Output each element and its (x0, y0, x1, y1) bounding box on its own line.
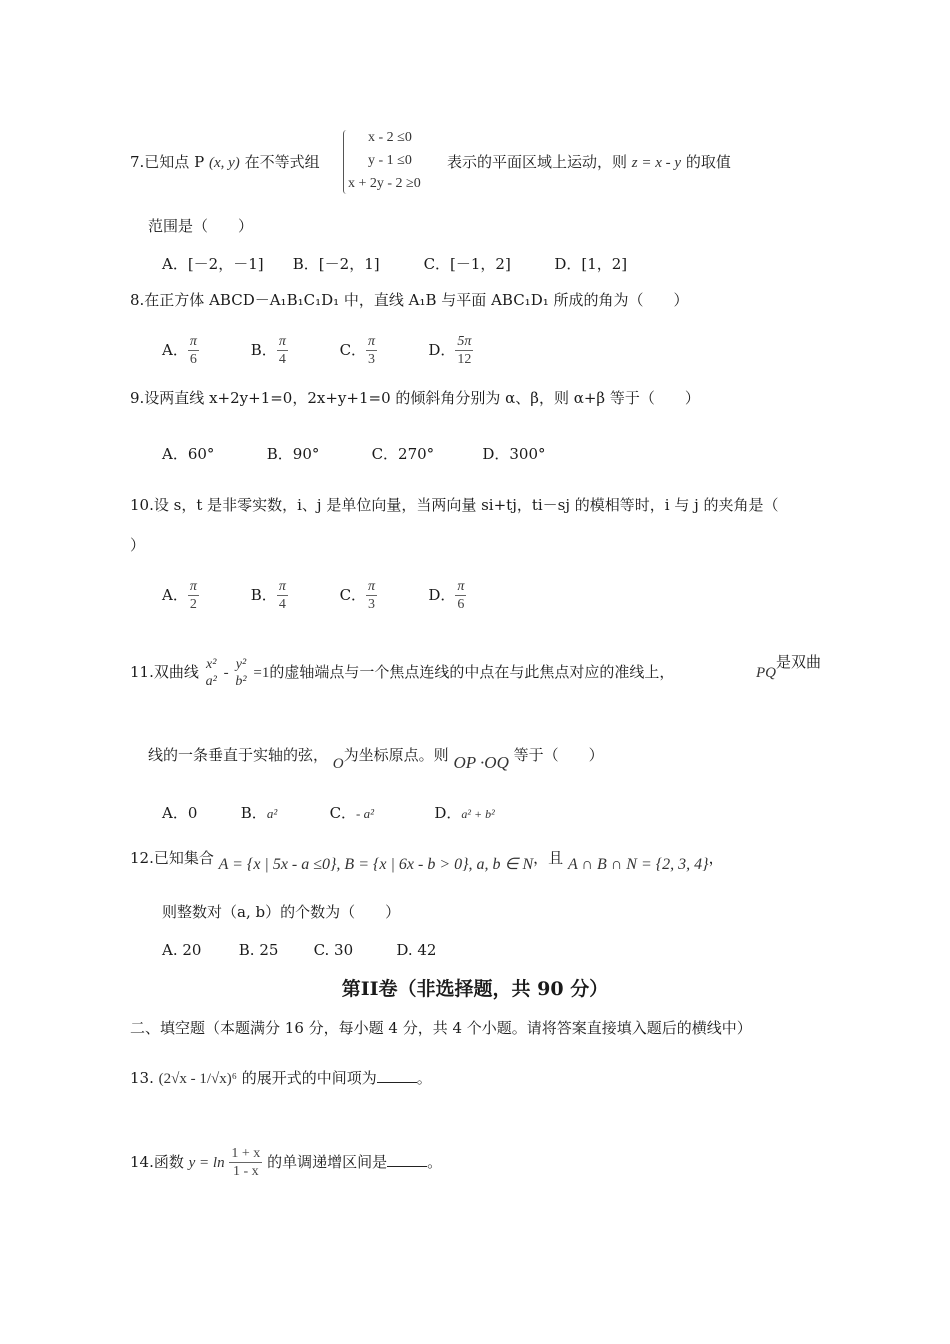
q11-fraction-y (233, 657, 248, 690)
q13-prefix: 13. (130, 1069, 154, 1087)
q11-option-d (434, 803, 494, 824)
q7-system-line1: x - 2 ≤0 (368, 130, 412, 145)
q11-option-d-label: D． (434, 804, 462, 822)
q7-point: (x, y) (208, 155, 240, 171)
q11-option-c-math: - a² (356, 806, 375, 821)
q7-system-line3: x + 2y - 2 ≥0 (348, 176, 421, 191)
q7-option-b: B．[－2，1] (292, 255, 380, 273)
q8-option-b-den: 4 (277, 350, 288, 368)
q11-prefix: 11.双曲线 (130, 663, 199, 681)
q7-mid: 在不等式组 (244, 153, 320, 171)
q8-option-c-den: 3 (366, 350, 377, 368)
q8-option-b-num: π (278, 334, 286, 349)
section-subtitle: 二、填空题（本题满分 16 分，每小题 4 分，共 4 个小题。请将答案直接填入题后的横线中） (130, 1019, 752, 1037)
q10-text: 10.设 s，t 是非零实数，i、j 是单位向量，当两向量 si+tj，ti－sj 的模相等时，i 与 j 的夹角是（ (130, 496, 779, 514)
q11-option-d-math: a² + b² (461, 807, 495, 821)
q8-text: 8.在正方体 ABCD－A₁B₁C₁D₁ 中，直线 A₁B 与平面 ABC₁D₁ 所成的角为（ ） (130, 291, 689, 309)
q11-after: 的虚轴端点与一个焦点连线的中点在与此焦点对应的准线上， (269, 663, 675, 681)
q7-after: 表示的平面区域上运动，则 (447, 153, 628, 171)
q10-option-d-label: D． (428, 586, 456, 604)
q8-option-d (428, 330, 473, 370)
q11-option-a: A．0 (162, 804, 198, 822)
q12-option-a: A. 20 (162, 941, 202, 959)
q14-end: 。 (427, 1153, 443, 1171)
q10-option-b-den: 4 (277, 595, 288, 613)
q11-minus: - (223, 665, 229, 681)
q11-origin: O (332, 756, 344, 772)
q8-option-c-num: π (368, 334, 376, 349)
q11-tail: 是双曲 (776, 653, 822, 671)
q9-options (162, 444, 546, 464)
q14-fraction-num: 1 + x (231, 1146, 261, 1161)
q14-fraction (229, 1146, 262, 1180)
q13-expression: (2√x - 1/√x)⁶ (158, 1071, 237, 1087)
q13-tail: 的展开式的中间项为 (241, 1069, 377, 1087)
q8-options (162, 330, 473, 370)
q12-options (162, 940, 436, 960)
q10-option-c (340, 575, 424, 615)
q9-option-b: B．90° (266, 445, 320, 463)
q8-option-b (251, 330, 335, 370)
q11-option-b-label: B． (240, 804, 267, 822)
q10-options (162, 575, 466, 615)
q11-line2 (148, 745, 604, 772)
q7-line1-tail (447, 152, 731, 173)
q10-option-a (162, 575, 246, 615)
q12-intersection: A ∩ B ∩ N = {2, 3, 4} (567, 856, 709, 873)
q8-option-c (340, 330, 424, 370)
q8-option-a-num: π (189, 334, 197, 349)
q8-option-a-fraction (188, 334, 199, 368)
q12-option-d: D. 42 (396, 941, 437, 959)
q14-prefix: 14.函数 (130, 1153, 184, 1171)
q8-option-d-fraction (455, 334, 473, 368)
q12-end: ， (708, 849, 724, 867)
q10-option-d-num: π (457, 579, 465, 594)
q8-option-a-den: 6 (188, 350, 199, 368)
q12-prefix: 12.已知集合 (130, 849, 214, 867)
q8-option-b-fraction (277, 334, 288, 368)
q9-option-a: A．60° (162, 445, 215, 463)
q11-fraction-y-den: b² (235, 673, 247, 689)
q12-option-c: C. 30 (313, 941, 354, 959)
q7-expr: z = x - y (631, 155, 682, 171)
q7-option-a: A．[－2，－1] (162, 255, 264, 273)
q10-option-d-den: 6 (455, 595, 466, 613)
q10-option-b-num: π (278, 579, 286, 594)
q11-pq: PQ (756, 665, 776, 681)
q10-option-b (251, 575, 335, 615)
q11-line1-tail (756, 652, 822, 681)
section-title: 第II卷（非选择题，共 90 分） (341, 978, 609, 1000)
q8-option-a-label: A． (162, 341, 188, 359)
q11-option-b (241, 803, 325, 824)
q7-option-c: C．[－1，2] (423, 255, 511, 273)
q10-option-a-fraction (188, 579, 199, 613)
q11-line2c: 等于（ ） (513, 746, 604, 764)
q10-option-b-fraction (277, 579, 288, 613)
q10-option-c-label: C． (339, 586, 367, 604)
q8-option-c-fraction (366, 334, 377, 368)
q8-option-b-label: B． (250, 341, 277, 359)
q12-line1 (130, 848, 724, 873)
q7-line2: 范围是（ ） (148, 217, 254, 235)
q11-fraction-x-den: a² (205, 673, 217, 689)
q8-option-d-num: 5π (457, 334, 472, 349)
q11-dot-product: OP ·OQ (453, 753, 509, 772)
q9-option-d: D．300° (482, 445, 546, 463)
q13-answer-blank[interactable] (377, 1082, 417, 1083)
q10-option-d-fraction (455, 579, 466, 613)
q10-option-c-den: 3 (366, 595, 377, 613)
q12-line2: 则整数对（a, b）的个数为（ ） (162, 903, 401, 921)
q14-answer-blank[interactable] (387, 1166, 427, 1167)
q11-option-c-label: C． (329, 804, 357, 822)
q11-options (162, 803, 495, 824)
q11-line1 (130, 652, 674, 693)
q8-option-a (162, 330, 246, 370)
q14-line (130, 1142, 442, 1183)
q7-tail: 的取值 (685, 153, 731, 171)
q8-option-d-den: 12 (455, 350, 473, 368)
q8-option-d-label: D． (428, 341, 456, 359)
q7-prefix: 7.已知点 P (130, 153, 205, 171)
q14-fraction-den: 1 - x (229, 1162, 262, 1180)
q10-option-a-num: π (189, 579, 197, 594)
q10-option-a-label: A． (162, 586, 188, 604)
q9-text: 9.设两直线 x+2y+1=0，2x+y+1=0 的倾斜角分别为 α、β，则 α+β 等于（ ） (130, 389, 700, 407)
q10-option-d (428, 575, 466, 615)
q12-mid: ，且 (533, 849, 564, 867)
q14-tail: 的单调递增区间是 (267, 1153, 388, 1171)
q7-line1 (130, 152, 320, 173)
q9-option-c: C．270° (371, 445, 435, 463)
q12-option-b: B. 25 (238, 941, 279, 959)
q11-fraction-y-num: y² (235, 656, 247, 672)
q13-end: 。 (416, 1069, 432, 1087)
q11-fraction-x (204, 657, 219, 690)
q13-line (130, 1068, 432, 1089)
q7-system-line2: y - 1 ≤0 (368, 153, 412, 168)
q10-option-c-fraction (366, 579, 377, 613)
q12-set-ab: A = {x | 5x - a ≤0}, B = {x | 6x - b > 0}, a, b ∈ N (218, 856, 534, 873)
q10-option-b-label: B． (250, 586, 277, 604)
q7-option-d: D．[1，2] (554, 255, 628, 273)
q7-options (162, 254, 627, 274)
q11-equals: =1 (253, 665, 270, 681)
q11-fraction-x-num: x² (206, 656, 217, 672)
q11-line2b: 为坐标原点。则 (343, 746, 449, 764)
q11-option-b-math: a² (266, 806, 278, 821)
q11-line2a: 线的一条垂直于实轴的弦， (148, 746, 329, 764)
q11-option-c (330, 803, 430, 824)
q10-option-a-den: 2 (188, 595, 199, 613)
q14-expression: y = ln (188, 1155, 225, 1171)
q10-option-c-num: π (368, 579, 376, 594)
q10-line2: ） (130, 536, 146, 554)
q8-option-c-label: C． (339, 341, 367, 359)
